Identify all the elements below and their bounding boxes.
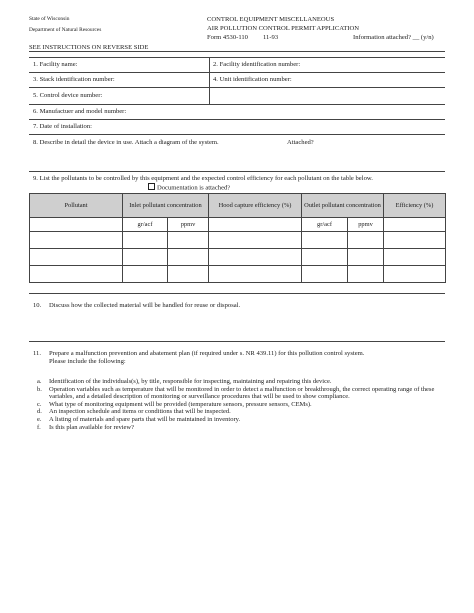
- list-item: [37, 401, 457, 409]
- col-header-pollutant: Pollutant: [30, 194, 123, 218]
- table-cell[interactable]: [348, 266, 384, 283]
- list-item-text: A listing of materials and spare parts that will be maintained in inventory.: [49, 415, 241, 423]
- grid-line: [29, 171, 445, 172]
- section9-instructions: 9. List the pollutants to be controlled by this equipment and the expected control efficiency for each pollutant on the table below.: [33, 175, 373, 182]
- table-cell[interactable]: [209, 266, 302, 283]
- list-item-text: What type of monitoring equipment will be provided (temperature sensors, pressure sensors, CEMs).: [49, 400, 312, 408]
- list-item: [37, 408, 457, 416]
- grid-line: [29, 341, 445, 342]
- grid-line: [29, 51, 445, 52]
- table-cell[interactable]: [123, 266, 168, 283]
- table-cell[interactable]: [209, 232, 302, 249]
- list-item: [37, 424, 457, 432]
- unit-inlet-ppmv: ppmv: [168, 218, 209, 232]
- list-item-letter: c.: [37, 400, 42, 408]
- col-header-efficiency: Efficiency (%): [384, 194, 446, 218]
- table-cell[interactable]: [302, 249, 348, 266]
- form-date: 11-93: [263, 34, 279, 41]
- section10-text: Discuss how the collected material will be handled for reuse or disposal.: [49, 302, 241, 309]
- diagram-attached-field[interactable]: Attached?: [287, 139, 314, 146]
- state-name: State of Wisconsin: [29, 16, 70, 22]
- control-device-field[interactable]: 5. Control device number:: [33, 92, 103, 99]
- facility-id-field[interactable]: 2. Facility identification number:: [213, 61, 301, 68]
- table-row: [30, 232, 446, 249]
- section11-intro-2: Please include the following:: [49, 358, 126, 365]
- table-cell[interactable]: [209, 249, 302, 266]
- grid-line: [29, 293, 445, 294]
- unit-inlet-gracf: gr/acf: [123, 218, 168, 232]
- table-cell[interactable]: [384, 218, 446, 232]
- table-cell[interactable]: [209, 218, 302, 232]
- section10-number: 10.: [33, 302, 42, 309]
- form-title-line1: CONTROL EQUIPMENT MISCELLANEOUS: [207, 16, 335, 23]
- list-item: [37, 416, 457, 424]
- list-item: [37, 386, 457, 401]
- table-cell[interactable]: [168, 249, 209, 266]
- table-cell[interactable]: [384, 249, 446, 266]
- grid-line: [29, 134, 445, 135]
- table-cell[interactable]: [30, 232, 123, 249]
- table-cell[interactable]: [348, 232, 384, 249]
- form-number: Form 4530-110: [207, 34, 248, 41]
- table-cell[interactable]: [384, 266, 446, 283]
- table-cell[interactable]: [384, 232, 446, 249]
- documentation-attached-checkbox[interactable]: [148, 183, 230, 192]
- department-name: Department of Natural Resources: [29, 27, 102, 33]
- table-cell[interactable]: [302, 232, 348, 249]
- grid-line: [29, 119, 445, 120]
- list-item-text: An inspection schedule and items or conditions that will be inspected.: [49, 408, 231, 416]
- grid-divider: [209, 57, 210, 104]
- form-title-line2: AIR POLLUTION CONTROL PERMIT APPLICATION: [207, 25, 360, 32]
- table-cell[interactable]: [123, 232, 168, 249]
- col-header-hood: Hood capture efficiency (%): [209, 194, 302, 218]
- col-header-inlet: Inlet pollutant concentration: [123, 194, 209, 218]
- table-cell[interactable]: [30, 218, 123, 232]
- table-cell[interactable]: [168, 232, 209, 249]
- list-item-letter: d.: [37, 408, 42, 416]
- table-cell[interactable]: [30, 249, 123, 266]
- device-description-field[interactable]: 8. Describe in detail the device in use. Attach a diagram of the system.: [33, 139, 219, 146]
- grid-line: [29, 87, 445, 88]
- unit-outlet-gracf: gr/acf: [302, 218, 348, 232]
- unit-id-field[interactable]: 4. Unit identification number:: [213, 76, 292, 83]
- table-cell[interactable]: [348, 249, 384, 266]
- facility-name-field[interactable]: 1. Facility name:: [33, 61, 78, 68]
- section11-intro: Prepare a malfunction prevention and abatement plan (if required under s. NR 439.11) for this pollution control system.: [49, 350, 365, 357]
- list-item-letter: b.: [37, 385, 42, 393]
- table-cell[interactable]: [123, 249, 168, 266]
- section11-number: 11.: [33, 350, 41, 357]
- info-attached-field[interactable]: Information attached? __ (y/n): [353, 34, 434, 41]
- grid-line: [29, 57, 445, 58]
- table-cell[interactable]: [168, 266, 209, 283]
- list-item-text: Identification of the individuals(s), by title, responsible for inspecting, maintaining and repairing this device.: [49, 378, 332, 385]
- list-item: [37, 378, 457, 386]
- table-row: [30, 249, 446, 266]
- table-cell[interactable]: [302, 266, 348, 283]
- plan-requirements-list: [37, 378, 457, 431]
- install-date-field[interactable]: 7. Date of installation:: [33, 123, 92, 130]
- checkbox-icon[interactable]: [148, 183, 155, 190]
- grid-line: [29, 72, 445, 73]
- table-cell[interactable]: [30, 266, 123, 283]
- pollutant-table: [29, 193, 446, 283]
- list-item-letter: e.: [37, 415, 42, 423]
- col-header-outlet: Outlet pollutant concentration: [302, 194, 384, 218]
- stack-id-field[interactable]: 3. Stack identification number:: [33, 76, 115, 83]
- instructions-note: SEE INSTRUCTIONS ON REVERSE SIDE: [29, 44, 149, 51]
- list-item-letter: f.: [37, 423, 41, 431]
- list-item-text: Is this plan available for review?: [49, 423, 135, 431]
- list-item-letter: a.: [37, 378, 42, 385]
- unit-outlet-ppmv: ppmv: [348, 218, 384, 232]
- table-row: [30, 266, 446, 283]
- list-item-text: Operation variables such as temperature that will be monitored in order to detect a malfunction or breakthrough, the correct operating range of these variables, and a detailed description of monitoring or surveillance procedures that will be used to show compliance.: [49, 385, 435, 401]
- manufacturer-model-field[interactable]: 6. Manufactuer and model number:: [33, 108, 127, 115]
- grid-line: [29, 104, 445, 105]
- documentation-attached-label: Documentation is attached?: [157, 184, 231, 192]
